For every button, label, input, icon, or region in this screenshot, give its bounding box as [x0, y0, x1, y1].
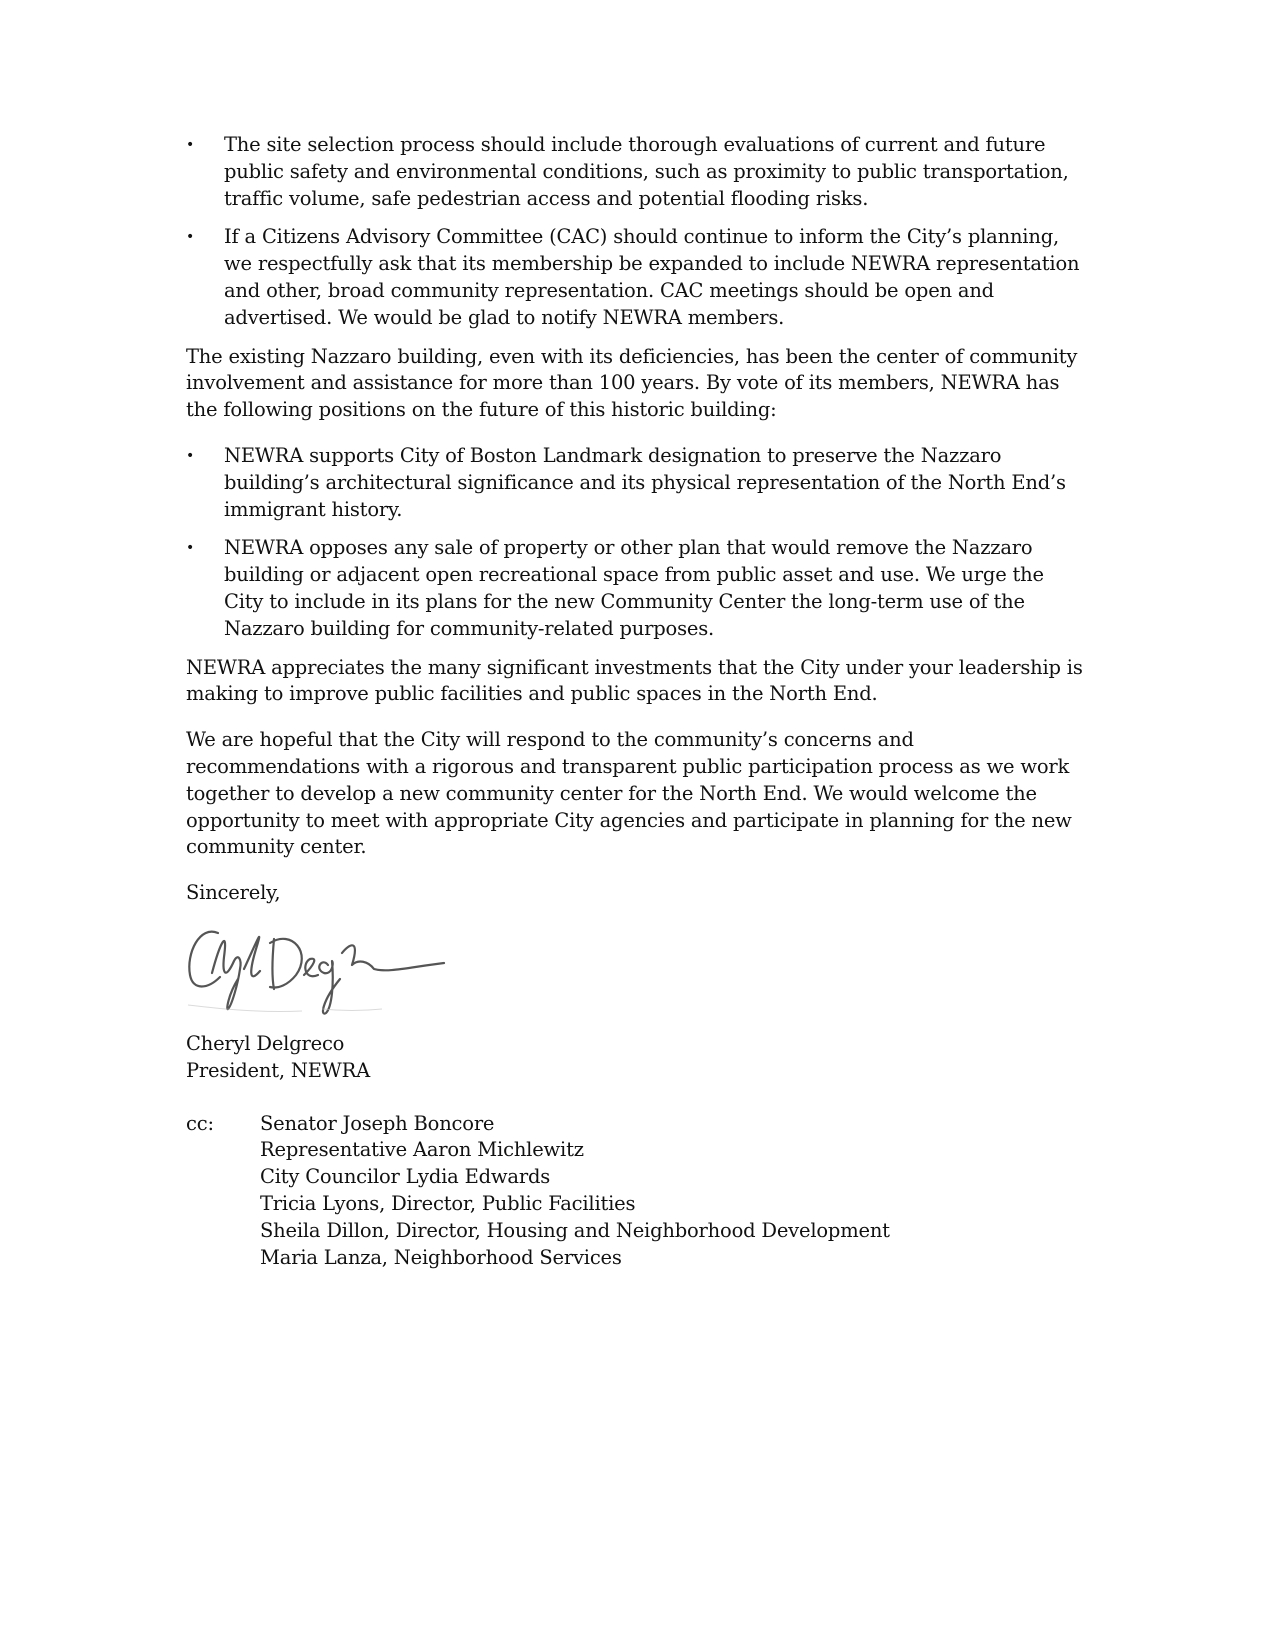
- signer-title: President, NEWRA: [186, 1058, 370, 1082]
- letter-body: [186, 132, 1086, 1271]
- cc-recipient: Maria Lanza, Neighborhood Services: [260, 1245, 622, 1269]
- cc-label: cc:: [186, 1111, 214, 1135]
- signer-block: [186, 1031, 1086, 1085]
- nazzaro-positions: [186, 443, 1086, 643]
- list-item-text: If a Citizens Advisory Committee (CAC) should continue to inform the City’s planning, we respectfully ask that its membership be expanded to include NEWRA representation and other, broad community representation. CAC meetings should be open and advertised. We would be glad to notify NEWRA members.: [224, 225, 1080, 329]
- list-item: [186, 224, 1086, 331]
- list-item-text: The site selection process should include thorough evaluations of current and future public safety and environmental conditions, such as proximity to public transportation, traffic volume, safe pedestrian access and potential flooding risks.: [224, 133, 1069, 210]
- cc-recipient: Senator Joseph Boncore: [260, 1111, 495, 1135]
- list-item: [186, 443, 1086, 523]
- list-item: [186, 535, 1086, 642]
- closing: Sincerely,: [186, 881, 281, 905]
- signer-name: Cheryl Delgreco: [186, 1031, 345, 1055]
- bullet-icon: •: [186, 540, 195, 557]
- cc-block: [186, 1111, 1086, 1272]
- list-item-text: NEWRA supports City of Boston Landmark designation to preserve the Nazzaro building’s architectural significance and its physical representation of the North End’s immigrant history.: [224, 443, 1066, 521]
- list-item-text: NEWRA opposes any sale of property or other plan that would remove the Nazzaro building or adjacent open recreational space from public asset and use. We urge the City to include in its plans for the new Community Center the long-term use of the Nazzaro building for community-related purposes.: [224, 536, 1044, 640]
- cc-recipient: Sheila Dillon, Director, Housing and Neighborhood Development: [260, 1218, 890, 1242]
- list-item: [186, 132, 1086, 212]
- cc-recipient: Representative Aaron Michlewitz: [260, 1138, 584, 1162]
- bullet-icon: •: [186, 447, 195, 464]
- cc-recipient: Tricia Lyons, Director, Public Facilities: [260, 1191, 636, 1215]
- handwritten-signature: [182, 913, 452, 1021]
- bullet-icon: •: [186, 137, 195, 153]
- site-selection-recommendations: [186, 132, 1086, 332]
- cc-recipient: City Councilor Lydia Edwards: [260, 1165, 551, 1189]
- hopeful-paragraph: We are hopeful that the City will respond to the community’s concerns and recommendations with a rigorous and transparent public participation process as we work together to develop a new community center for the North End. We would welcome the opportunity to meet with appropriate City agencies and participate in planning for the new community center.: [186, 728, 1072, 859]
- appreciation-paragraph: NEWRA appreciates the many significant investments that the City under your leadership is making to improve public facilities and public spaces in the North End.: [186, 655, 1083, 706]
- cc-recipient-list: [260, 1111, 890, 1272]
- nazzaro-paragraph: The existing Nazzaro building, even with its deficiencies, has been the center of community involvement and assistance for more than 100 years. By vote of its members, NEWRA has the following positions on the future of this historic building:: [186, 344, 1078, 422]
- bullet-icon: •: [186, 229, 195, 246]
